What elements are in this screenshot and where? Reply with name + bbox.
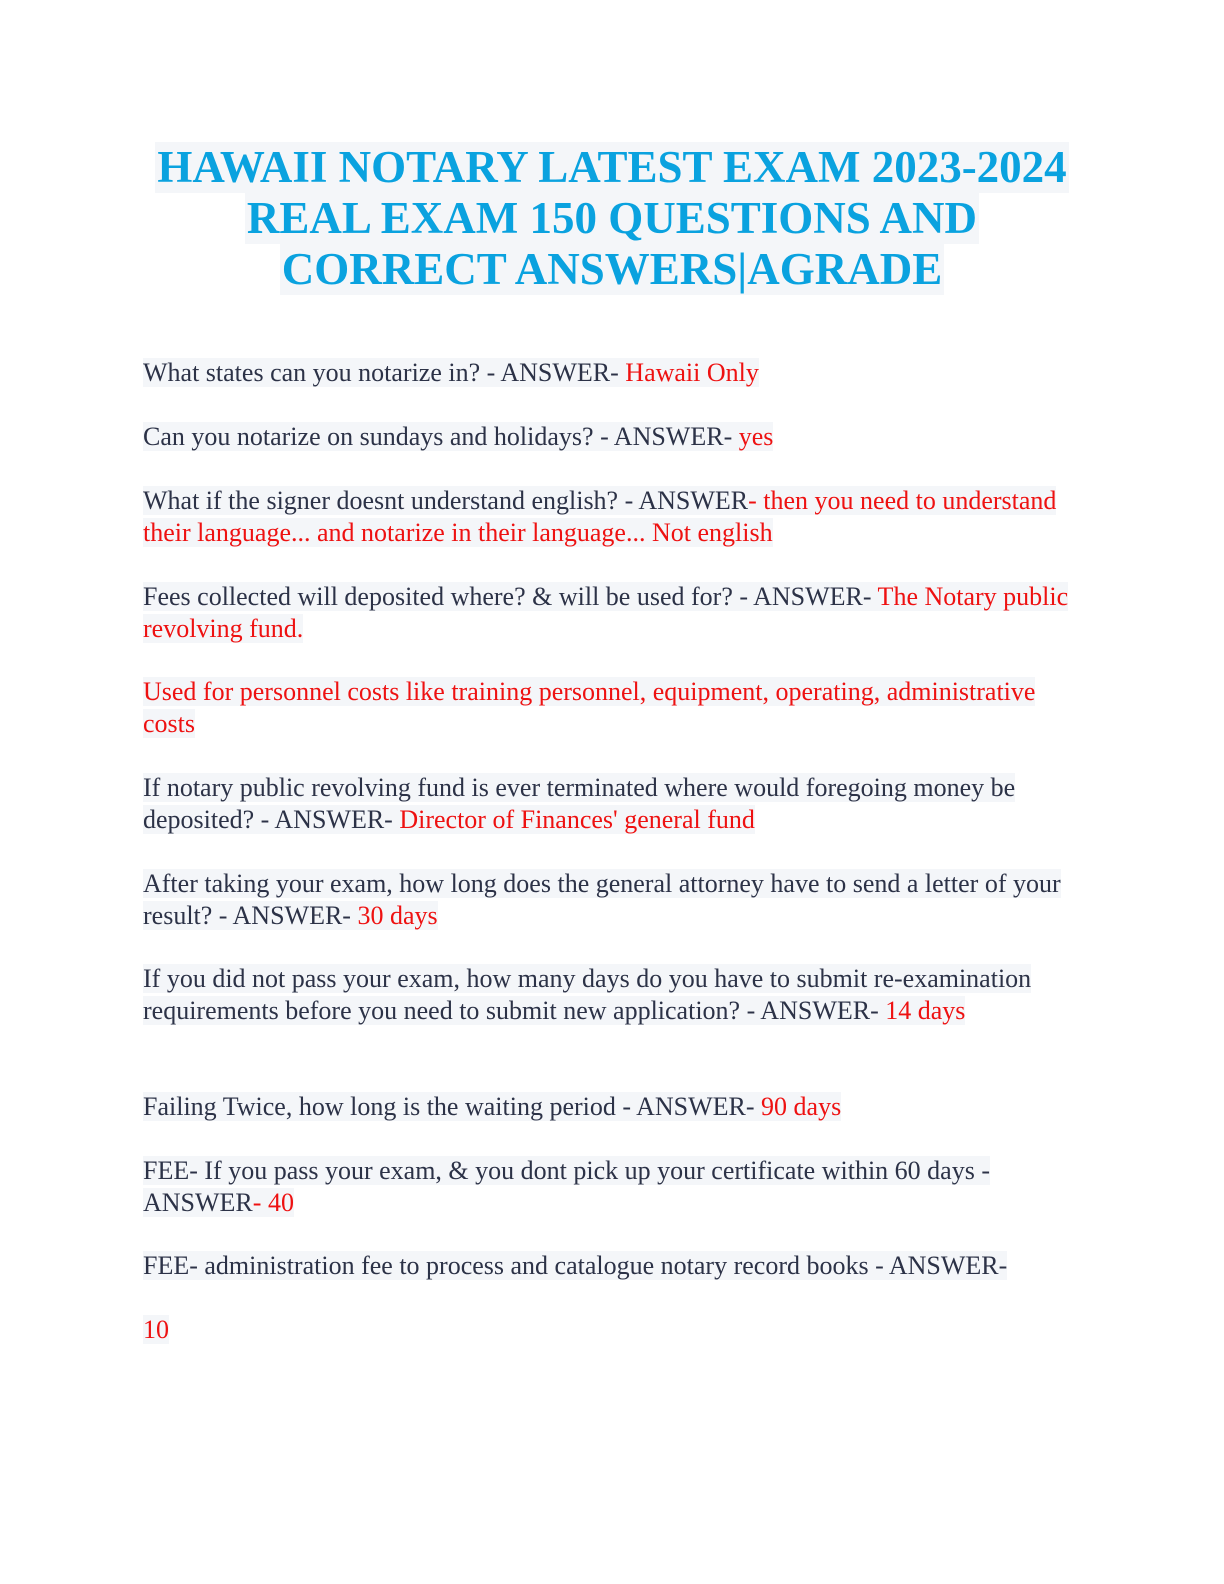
answer-text: Hawaii Only — [618, 358, 759, 387]
question-text: FEE- administration fee to process and catalogue notary record books - ANSWER- — [143, 1251, 1008, 1280]
title-line-3: CORRECT ANSWERS|AGRADE — [281, 244, 943, 294]
question-text: What states can you notarize in? - ANSWER- — [143, 358, 619, 387]
qa-item — [143, 357, 1078, 389]
qa-item — [143, 868, 1078, 932]
answer-text: yes — [732, 422, 774, 451]
question-text: FEE- If you pass your exam, & you dont pick up your certificate within 60 days - ANSWER — [143, 1156, 990, 1217]
question-text: What if the signer doesnt understand english? - ANSWER — [143, 486, 749, 515]
answer-text: The Notary public revolving fund. — [143, 582, 1069, 643]
qa-item — [143, 772, 1078, 836]
qa-item — [143, 581, 1078, 645]
title-line-1: HAWAII NOTARY LATEST EXAM 2023-2024 — [157, 142, 1067, 192]
question-text: Can you notarize on sundays and holidays? - ANSWER- — [143, 422, 733, 451]
qa-item — [143, 1314, 1078, 1346]
question-text: If you did not pass your exam, how many days do you have to submit re-examination requirements before you need to submit new application? - ANSWER- — [143, 964, 1032, 1025]
document-title — [100, 142, 1124, 295]
qa-item — [143, 421, 1078, 453]
answer-text: Used for personnel costs like training personnel, equipment, operating, administrative costs — [143, 677, 1036, 738]
answer-text: - 40 — [252, 1188, 294, 1217]
answer-text: 14 days — [878, 996, 966, 1025]
qa-item — [143, 485, 1078, 549]
qa-item — [143, 1091, 1078, 1123]
qa-item — [143, 1250, 1078, 1282]
question-text: Failing Twice, how long is the waiting period - ANSWER- — [143, 1092, 755, 1121]
qa-item — [143, 963, 1078, 1027]
question-text: If notary public revolving fund is ever terminated where would foregoing money be deposited? - ANSWER- — [143, 773, 1016, 834]
answer-text: 30 days — [350, 901, 438, 930]
qa-item — [143, 676, 1078, 740]
question-text: After taking your exam, how long does the general attorney have to send a letter of your result? - ANSWER- — [143, 869, 1061, 930]
answer-text: 90 days — [754, 1092, 842, 1121]
answer-text: - then you need to understand their language... and notarize in their language... Not english — [143, 486, 1057, 547]
answer-text: 10 — [143, 1315, 169, 1344]
qa-item — [143, 1155, 1078, 1219]
title-line-2: REAL EXAM 150 QUESTIONS AND — [246, 193, 978, 243]
question-text: Fees collected will deposited where? & will be used for? - ANSWER- — [143, 582, 872, 611]
answer-text: Director of Finances' general fund — [392, 805, 755, 834]
